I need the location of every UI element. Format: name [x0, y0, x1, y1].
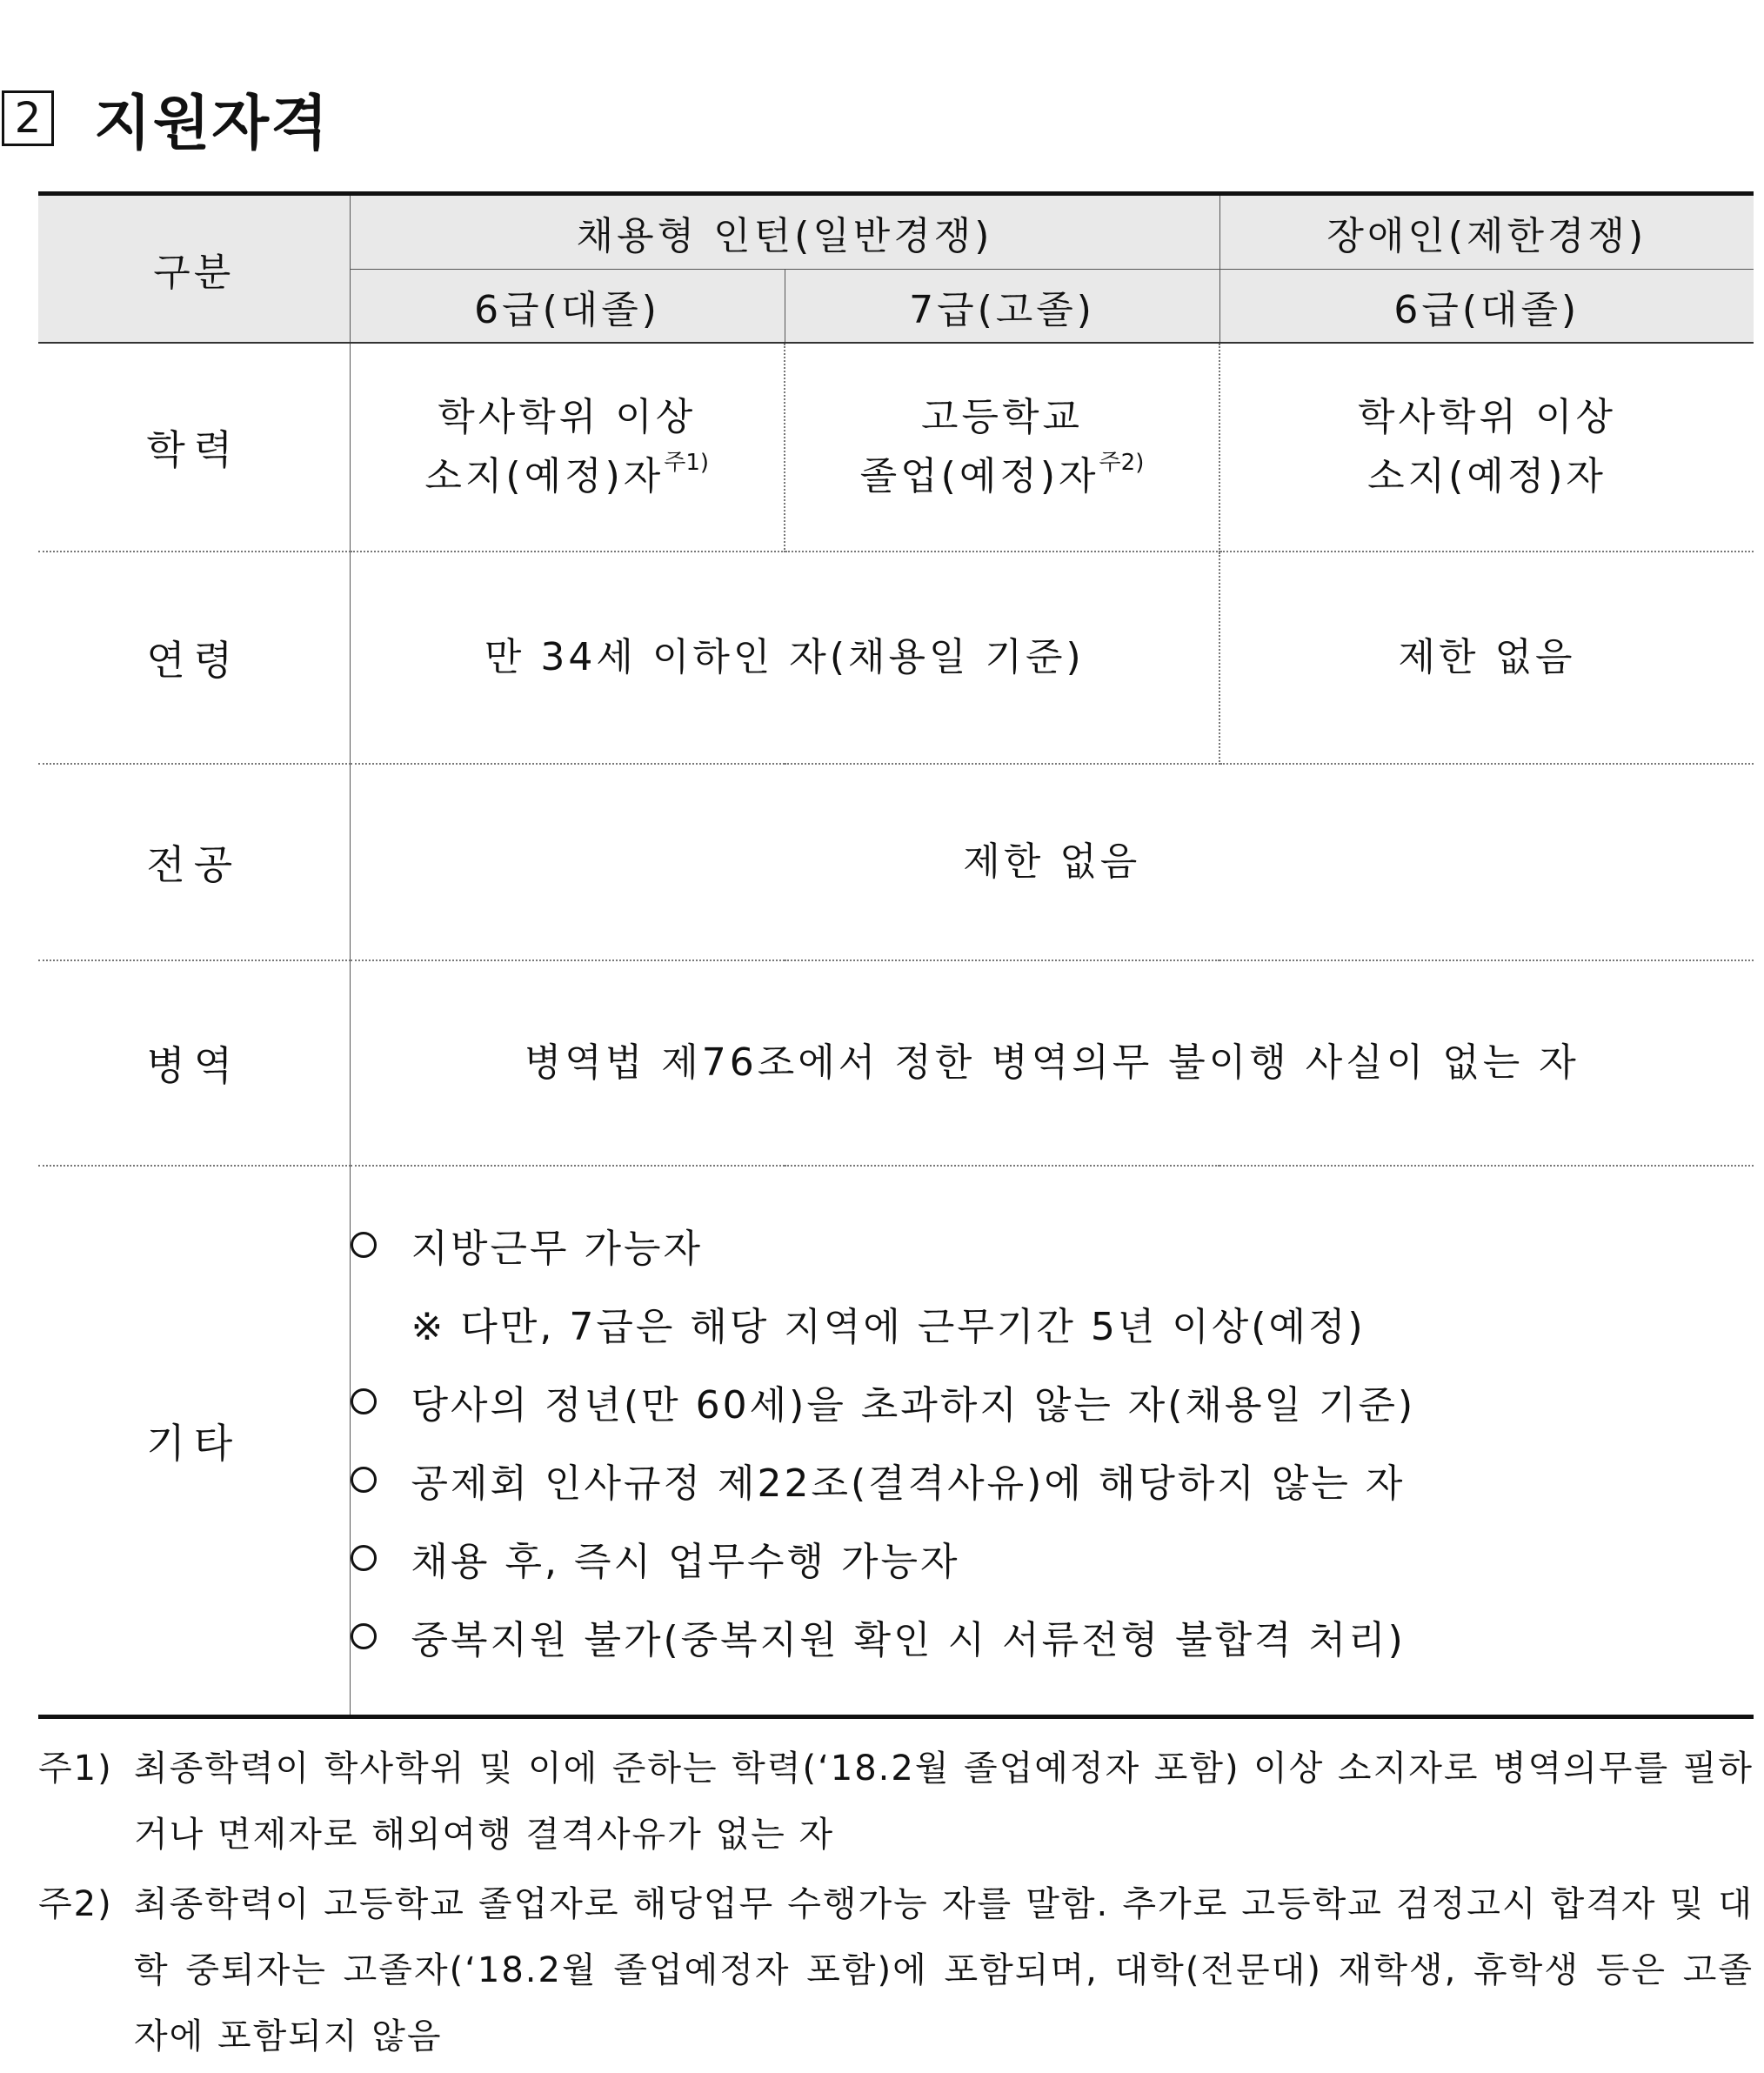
education-label: 학력 — [38, 343, 350, 552]
etc-item-1-text: 지방근무 가능자 — [411, 1226, 704, 1271]
circle-bullet-icon — [351, 1388, 377, 1414]
age-label: 연령 — [38, 552, 350, 764]
header-group-disabled: 장애인(제한경쟁) — [1219, 194, 1754, 270]
etc-item-4-text: 채용 후, 즉시 업무수행 가능자 — [411, 1539, 960, 1584]
age-disabled: 제한 없음 — [1219, 552, 1754, 764]
education-6grade-general — [350, 343, 785, 552]
etc-item-1-note: ※ 다만, 7급은 해당 지역에 근무기간 5년 이상(예정) — [411, 1304, 1366, 1349]
section-header — [0, 84, 330, 158]
education-col3-line2: 소지(예정)자 — [1367, 454, 1607, 498]
etc-item-2-text: 당사의 정년(만 60세)을 초과하지 않는 자(채용일 기준) — [411, 1382, 1416, 1428]
footnote-1 — [38, 1735, 1754, 1868]
education-col3-line1: 학사학위 이상 — [1358, 395, 1617, 439]
footnotes — [38, 1735, 1754, 2073]
etc-item — [351, 1362, 1754, 1441]
etc-item-3-text: 공제회 인사규정 제22조(결격사유)에 해당하지 않는 자 — [411, 1461, 1406, 1506]
military-value: 병역법 제76조에서 정한 병역의무 불이행 사실이 없는 자 — [350, 960, 1754, 1166]
major-value: 제한 없음 — [350, 764, 1754, 960]
footnote-2-label: 주2) — [38, 1884, 113, 1924]
footnote-ref-2: 주2) — [1099, 450, 1145, 476]
age-general: 만 34세 이하인 자(채용일 기준) — [350, 552, 1219, 764]
major-label: 전공 — [38, 764, 350, 960]
major-row — [38, 764, 1754, 960]
military-label: 병역 — [38, 960, 350, 1166]
education-col1-line1: 학사학위 이상 — [438, 395, 697, 439]
education-7grade — [785, 343, 1219, 552]
circle-bullet-icon — [351, 1623, 377, 1649]
circle-bullet-icon — [351, 1232, 377, 1258]
etc-list — [350, 1166, 1754, 1716]
education-row — [38, 343, 1754, 552]
etc-label: 기타 — [38, 1166, 350, 1716]
header-group-general: 채용형 인턴(일반경쟁) — [350, 194, 1219, 270]
footnote-1-label: 주1) — [38, 1749, 113, 1789]
etc-item — [351, 1206, 1754, 1284]
etc-item-note — [351, 1284, 1754, 1362]
education-col2-line1: 고등학교 — [921, 395, 1084, 439]
header-category: 구분 — [38, 194, 350, 344]
footnote-2-text: 최종학력이 고등학교 졸업자로 해당업무 수행가능 자를 말함. 추가로 고등학교 검정고시 합격자 및 대학 중퇴자는 고졸자(‘18.2월 졸업예정자 포함)에 포함되며, 대학(전문대) 재학생, 휴학생 등은 고졸자에 포함되지 않음 — [134, 1884, 1754, 2056]
etc-item — [351, 1519, 1754, 1597]
section-number-box: 2 — [2, 90, 54, 146]
footnote-1-text: 최종학력이 학사학위 및 이에 준하는 학력(‘18.2월 졸업예정자 포함) 이상 소지자로 병역의무를 필하거나 면제자로 해외여행 결격사유가 없는 자 — [134, 1749, 1754, 1855]
education-col2-line2: 졸업(예정)자 — [859, 454, 1099, 498]
education-6grade-disabled — [1219, 343, 1754, 552]
footnote-2 — [38, 1871, 1754, 2070]
circle-bullet-icon — [351, 1545, 377, 1571]
header-col-6grade-disabled: 6급(대졸) — [1219, 270, 1754, 344]
header-col-6grade-general: 6급(대졸) — [350, 270, 785, 344]
etc-item — [351, 1597, 1754, 1675]
education-col1-line2: 소지(예정)자 — [424, 454, 665, 498]
header-row-1 — [38, 194, 1754, 270]
etc-item — [351, 1441, 1754, 1519]
header-col-7grade: 7급(고졸) — [785, 270, 1219, 344]
circle-bullet-icon — [351, 1467, 377, 1493]
military-row — [38, 960, 1754, 1166]
age-row — [38, 552, 1754, 764]
etc-row — [38, 1166, 1754, 1716]
qualifications-table — [38, 191, 1754, 1719]
etc-item-5-text: 중복지원 불가(중복지원 확인 시 서류전형 불합격 처리) — [411, 1617, 1406, 1662]
section-title: 지원자격 — [94, 89, 330, 158]
footnote-ref-1: 주1) — [664, 450, 710, 476]
